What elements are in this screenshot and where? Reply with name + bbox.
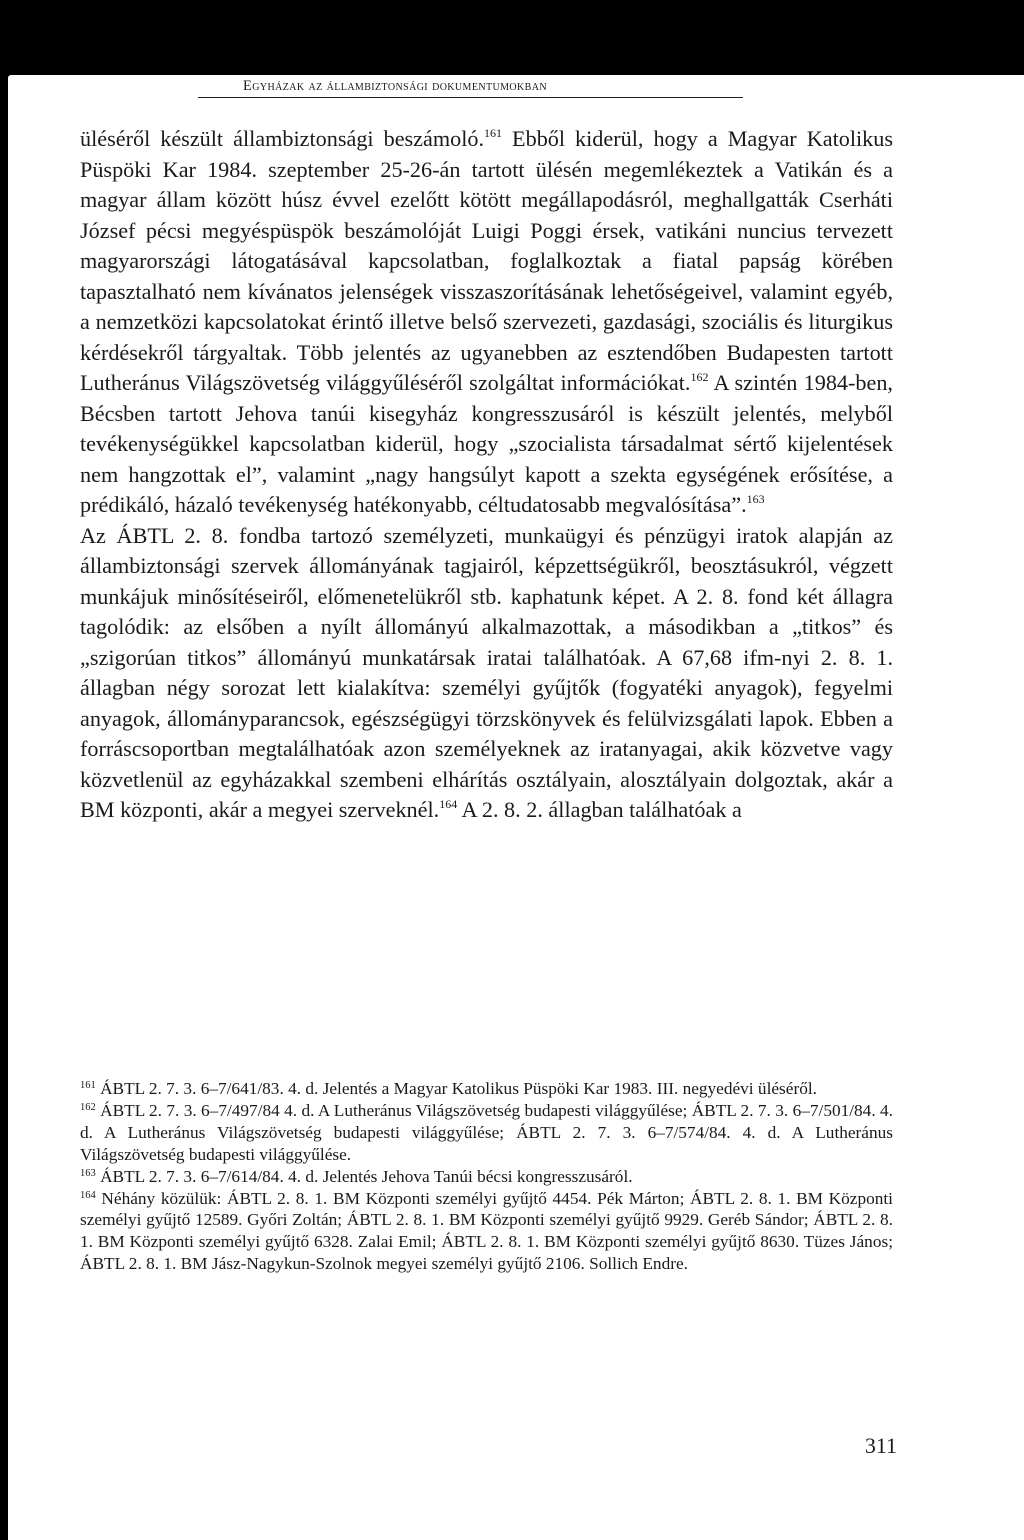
- footnote-163: [80, 1166, 893, 1188]
- running-head-rule: [198, 97, 743, 98]
- footnote-ref-163[interactable]: 163: [746, 492, 765, 506]
- footnote-number: 161: [80, 1080, 96, 1091]
- text-run: üléséről készült állambiztonsági beszámoló.: [80, 126, 485, 151]
- text-run: Ebből kiderül, hogy a Magyar Katolikus Püspöki Kar 1984. szeptember 25-26-án tartott ülésén megemlékeztek a Vatikán és a magyar állam között húsz évvel ezelőtt kötött megállapodásról, meghallgatták Cserháti József pécsi megyéspüspök beszámolóját Luigi Poggi érsek, vatikáni nuncius tervezett magyarországi látogatásával kapcsolatban, foglalkoztak a fiatal papság körében tapasztalható nem kívánatos jelenségek visszaszorításának lehetőségeivel, valamint egyéb, a nemzetközi kapcsolatokat érintő illetve belső szervezeti, gazdasági, szociális és liturgikus kérdésekről tárgyaltak. Több jelentés az ugyanebben az esztendőben Budapesten tartott Lutheránus Világszövetség világgyűléséről szolgáltat információkat.: [80, 126, 893, 395]
- footnote-162: [80, 1100, 893, 1166]
- body-text: [80, 124, 893, 826]
- footnote-text: ÁBTL 2. 7. 3. 6–7/641/83. 4. d. Jelentés a Magyar Katolikus Püspöki Kar 1983. III. negyedévi üléséről.: [95, 1079, 817, 1098]
- footnote-number: 164: [80, 1189, 96, 1201]
- footnote-number: 163: [80, 1167, 96, 1179]
- footnote-text: ÁBTL 2. 7. 3. 6–7/497/84 4. d. A Lutheránus Világszövetség budapesti világgyűlése; ÁBTL 2. 7. 3. 6–7/501/84. 4. d. A Lutheránus Világszövetség budapesti világgyűlése; ÁBTL 2. 7. 3. 6–7/574/84. 4. d. A Lutheránus Világszövetség budapesti világgyűlése.: [80, 1100, 893, 1164]
- paragraph-2: [80, 521, 893, 826]
- footnote-ref-162[interactable]: 162: [690, 370, 709, 384]
- running-head: Egyházak az állambiztonsági dokumentumokban: [243, 78, 547, 94]
- page-number: 311: [864, 1433, 897, 1458]
- book-page: [8, 75, 1024, 1540]
- footnote-161: [80, 1078, 893, 1100]
- footnote-text: Néhány közülük: ÁBTL 2. 8. 1. BM Központi személyi gyűjtő 4454. Pék Márton; ÁBTL 2. 8. 1. BM Központi személyi gyűjtő 12589. Győri Zoltán; ÁBTL 2. 8. 1. BM Központi személyi gyűjtő 9929. Geréb Sándor; ÁBTL 2. 8. 1. BM Központi személyi gyűjtő 6328. Zalai Emil; ÁBTL 2. 8. 1. BM Központi személyi gyűjtő 8630. Tüzes János; ÁBTL 2. 8. 1. BM Jász-Nagykun-Szolnok megyei személyi gyűjtő 2106. Sollich Endre.: [80, 1188, 893, 1274]
- text-run: Az ÁBTL 2. 8. fondba tartozó személyzeti, munkaügyi és pénzügyi iratok alapján az állambiztonsági szervek állományának tagjairól, képzettségükről, beosztásukról, végzett munkájuk minősítéseiről, előmenetelükről stb. kaphatunk képet. A 2. 8. fond két állagra tagolódik: az elsőben a nyílt állományú alkalmazottak, a másodikban a „titkos” és „szigorúan titkos” állományú munkatársak iratai találhatóak. A 67,68 ifm-nyi 2. 8. 1. állagban négy sorozat lett kialakítva: személyi gyűjtők (fogyatéki anyagok), fegyelmi anyagok, állományparancsok, egészségügyi törzskönyvek és felülvizsgálati lapok. Ebben a forráscsoportban megtalálhatóak azon személyeknek az iratanyagai, akik közvetve vagy közvetlenül az egyházakkal szembeni elhárítás osztályain, alosztályain dolgoztak, akár a BM központi, akár a megyei szerveknél.: [80, 522, 893, 822]
- footnote-ref-164[interactable]: 164: [439, 797, 458, 811]
- text-run: A 2. 8. 2. állagban találhatóak a: [457, 797, 742, 822]
- footnote-number: 162: [80, 1101, 96, 1113]
- paragraph-1: [80, 124, 893, 521]
- footnote-ref-161[interactable]: 161: [484, 126, 503, 140]
- footnotes: [80, 1078, 893, 1275]
- footnote-text: ÁBTL 2. 7. 3. 6–7/614/84. 4. d. Jelentés Jehova Tanúi bécsi kongresszusáról.: [95, 1166, 633, 1186]
- footnote-164: [80, 1188, 893, 1276]
- text-run: A szintén 1984-ben, Bécsben tartott Jehova tanúi kisegyház kongresszusáról is készült jelentés, melyből tevékenységükkel kapcsolatban kiderül, hogy „szocialista társadalmat sértő kijelentések nem hangzottak el”, valamint „nagy hangsúlyt kapott a szekta egységének erősítése, a prédikáló, házaló tevékenység hatékonyabb, céltudatosabb megvalósítása”.: [80, 370, 893, 517]
